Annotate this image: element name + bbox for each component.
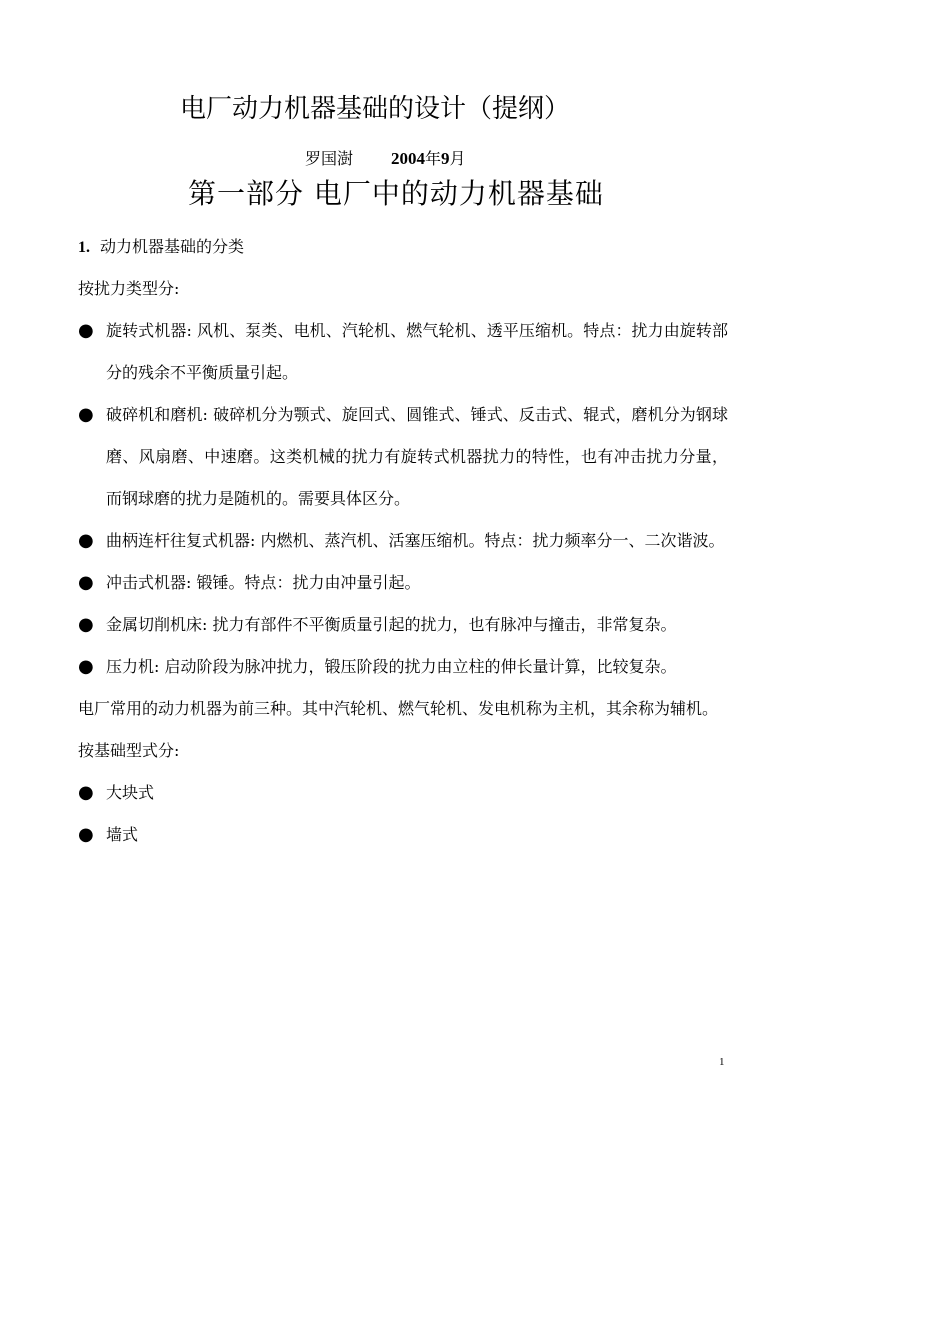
section-title: 动力机器基础的分类: [100, 237, 245, 256]
list-item: [78, 310, 728, 394]
section-number: 1.: [78, 239, 90, 256]
foundation-type-list: [78, 772, 728, 856]
date-year-suffix: 年: [425, 149, 442, 168]
author-name: 罗国澍: [305, 149, 354, 168]
force-type-list: [78, 310, 728, 688]
bullet-icon: ●: [78, 530, 94, 551]
list-item: [78, 520, 728, 562]
list-item: [78, 394, 728, 520]
bullet-icon: ●: [78, 656, 94, 677]
bullet-icon: ●: [78, 572, 94, 593]
list-item-text: 冲击式机器: 锻锤。特点：扰力由冲量引起。: [106, 573, 421, 592]
bullet-icon: ●: [78, 782, 94, 803]
section-heading: [78, 226, 728, 268]
list-item-text: 大块式: [106, 783, 155, 802]
document-title: 电厂动力机器基础的设计（提纲）: [180, 94, 571, 124]
bullet-icon: ●: [78, 320, 94, 341]
summary-paragraph: 电厂常用的动力机器为前三种。其中汽轮机、燃气轮机、发电机称为主机，其余称为辅机。: [78, 699, 719, 718]
bullet-icon: ●: [78, 404, 94, 425]
list-item: [78, 562, 728, 604]
list-item-text: 破碎机和磨机: 破碎机分为颚式、旋回式、圆锥式、锤式、反击式、辊式，磨机分为钢球磨、风扇磨、中速磨。这类机械的扰力有旋转式机器扰力的特性，也有冲击扰力分量，而钢球磨的扰力是随机的。需要具体区分。: [106, 405, 728, 508]
bullet-icon: ●: [78, 614, 94, 635]
list-item: [78, 646, 728, 688]
date-month-suffix: 月: [449, 149, 466, 168]
list-item-text: 压力机: 启动阶段为脉冲扰力，锻压阶段的扰力由立柱的伸长量计算，比较复杂。: [106, 657, 677, 676]
date-month: 9: [441, 149, 450, 168]
list-item: [78, 604, 728, 646]
list-item: [78, 814, 728, 856]
author-date-line: [305, 146, 466, 169]
list-item-text: 墙式: [106, 825, 139, 844]
part-heading: 第一部分 电厂中的动力机器基础: [188, 177, 604, 210]
list-item-text: 金属切削机床: 扰力有部件不平衡质量引起的扰力，也有脉冲与撞击，非常复杂。: [106, 615, 677, 634]
list-item-text: 旋转式机器: 风机、泵类、电机、汽轮机、燃气轮机、透平压缩机。特点：扰力由旋转部分的残余不平衡质量引起。: [106, 321, 728, 382]
bullet-icon: ●: [78, 824, 94, 845]
document-body: [78, 226, 728, 856]
force-type-label: 按扰力类型分:: [78, 279, 180, 298]
foundation-type-label: 按基础型式分:: [78, 741, 180, 760]
list-item-text: 曲柄连杆往复式机器: 内燃机、蒸汽机、活塞压缩机。特点：扰力频率分一、二次谐波。: [106, 531, 725, 550]
page-number: 1: [719, 1056, 725, 1068]
list-item: [78, 772, 728, 814]
date-year: 2004: [391, 149, 426, 168]
